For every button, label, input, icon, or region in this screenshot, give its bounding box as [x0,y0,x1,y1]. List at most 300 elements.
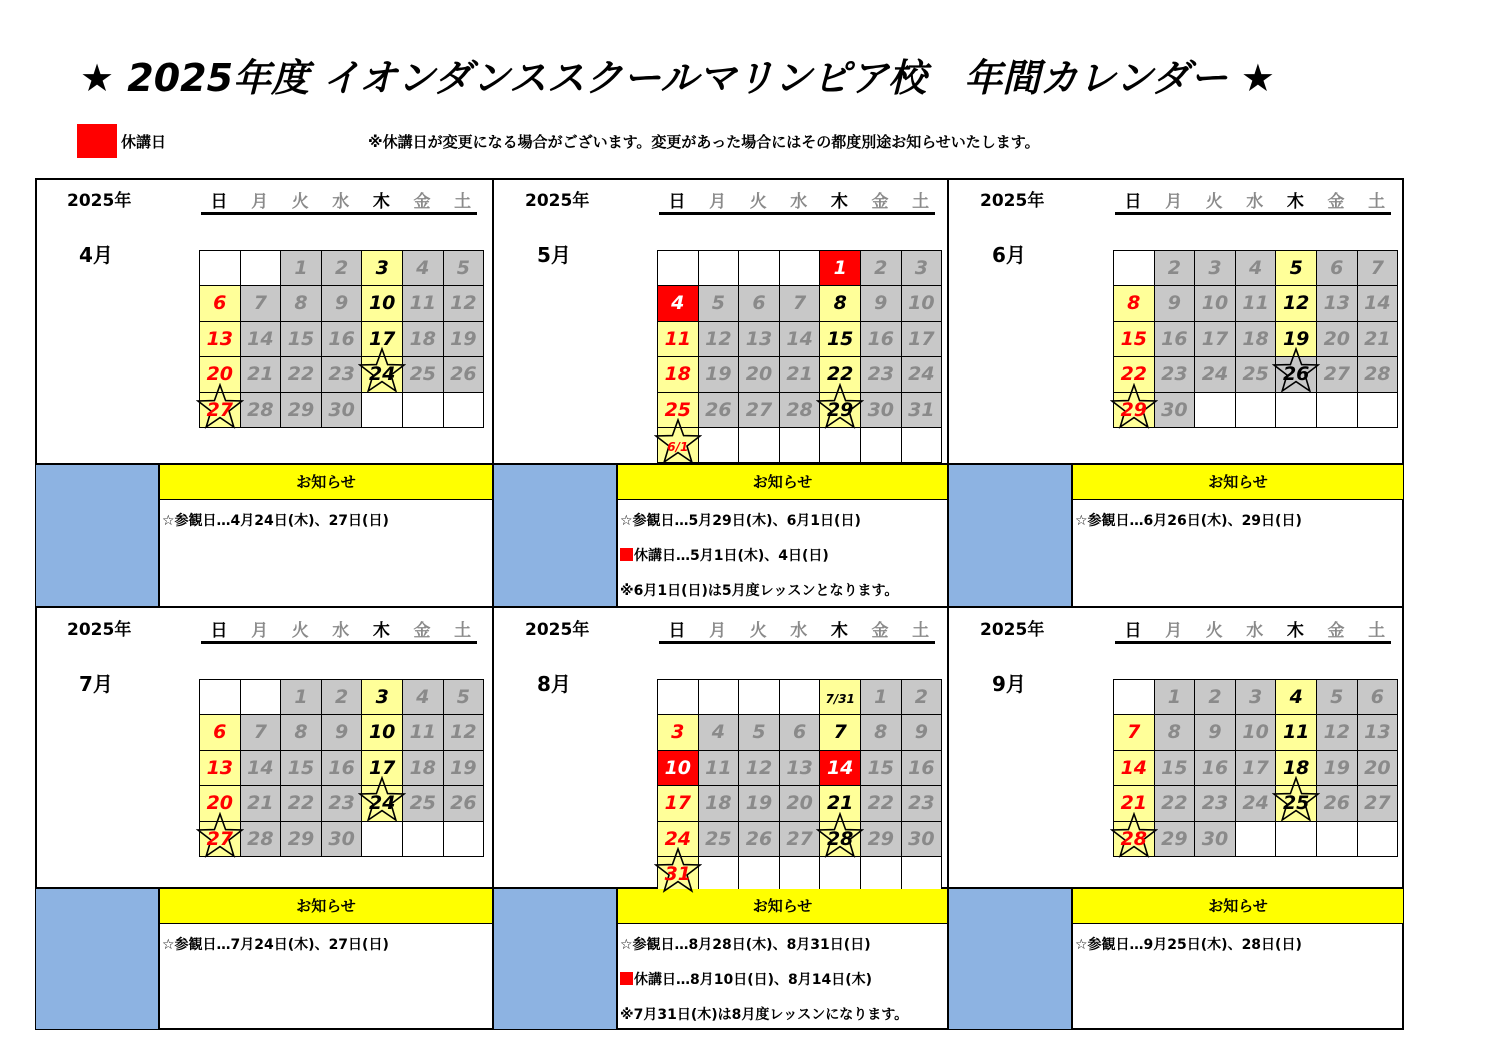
day-number: 16 [1201,756,1229,779]
calendar-day [901,356,943,392]
day-number: 15 [826,327,854,350]
day-number: 13 [1364,721,1391,744]
side-panel [36,889,158,1029]
calendar-day [199,750,241,786]
calendar-day [1357,321,1399,357]
day-number: 1 [833,257,847,279]
weekday-header: 月 [251,621,269,641]
calendar-day [779,392,821,428]
calendar-day [443,679,485,715]
day-number: 29 [1161,827,1188,850]
day-number: 30 [1201,827,1229,850]
calendar-day-empty [1113,250,1155,286]
holiday-marker-icon [620,548,633,561]
calendar-day [321,785,363,821]
day-number: 13 [1323,292,1351,315]
day-number: 11 [1242,292,1269,315]
weekday-header: 火 [291,192,309,212]
calendar-day-empty [738,856,780,892]
calendar-day-empty [1316,821,1358,857]
day-number: 11 [705,756,732,779]
day-number: 6 [1330,257,1344,279]
day-number: 22 [867,792,895,815]
calendar-day [1316,356,1358,392]
calendar-day-empty [1275,392,1317,428]
day-number: 20 [786,792,813,815]
day-number: 18 [1242,327,1269,350]
weekday-header: 水 [332,621,350,641]
day-number: 12 [1323,721,1351,744]
calendar-day [321,679,363,715]
info-text: ☆参観日…6月26日(木)、29日(日) [1075,513,1302,529]
calendar-day-empty [860,427,902,463]
calendar-day [860,321,902,357]
weekday-header: 水 [1246,192,1264,212]
calendar-day [321,321,363,357]
calendar-day [1154,250,1196,286]
day-number: 15 [867,756,895,779]
calendar-day-empty [240,679,282,715]
info-header: お知らせ [1073,889,1403,924]
calendar-day [280,356,322,392]
calendar-day [1235,250,1277,286]
calendar-day [698,356,740,392]
weekday-header: 火 [1205,621,1223,641]
calendar-day [1235,321,1277,357]
calendar-day-empty [779,856,821,892]
holiday-marker-icon [620,972,633,985]
calendar-day [738,821,780,857]
day-number: 18 [1282,756,1310,779]
day-number: 8 [833,292,847,315]
day-number: 21 [1364,327,1391,350]
calendar-day [240,785,282,821]
day-number: 27 [1364,792,1391,815]
day-number: 22 [1161,792,1188,815]
calendar-day-empty [361,392,403,428]
calendar-month: 5月 [537,243,571,267]
day-number: 30 [328,827,355,850]
weekday-header: 火 [291,621,309,641]
day-number: 23 [908,792,935,815]
calendar-day-empty [1357,821,1399,857]
day-number: 9 [1208,721,1222,744]
calendar-day [1235,356,1277,392]
day-number: 5 [711,292,725,315]
info-line [620,510,861,530]
calendar-day [402,785,444,821]
day-number: 26 [1282,363,1310,386]
weekday-header: 金 [871,621,889,641]
day-number: 27 [745,398,773,421]
calendar-day [819,285,861,321]
weekday-header: 土 [1368,192,1386,212]
calendar-day [1316,785,1358,821]
calendar-day [1316,679,1358,715]
calendar-day [698,285,740,321]
day-number: 16 [328,756,355,779]
weekday-underline [659,212,935,215]
side-panel [949,465,1071,606]
info-line [620,969,872,989]
day-number: 6 [752,292,766,315]
weekday-header: 水 [332,192,350,212]
day-number: 30 [1161,398,1188,421]
calendar-day [1154,785,1196,821]
day-number: 27 [206,398,234,421]
day-number: 17 [908,327,935,350]
change-notice: ※休講日が変更になる場合がございます。変更があった場合にはその都度別途お知らせいたします。 [368,133,1040,151]
calendar-day [779,714,821,750]
calendar-day-empty [860,856,902,892]
calendar-day-empty [698,250,740,286]
calendar-day [1194,750,1236,786]
calendar-day [1154,750,1196,786]
day-number: 13 [206,756,234,779]
day-number: 29 [287,398,315,421]
weekday-header: 金 [413,621,431,641]
day-number: 13 [745,327,773,350]
calendar-day [738,785,780,821]
day-number: 5 [456,686,470,708]
calendar-day [1316,321,1358,357]
day-number: 9 [334,292,349,315]
calendar-day [1113,392,1155,428]
info-line [620,934,871,954]
weekday-header: 月 [251,192,269,212]
day-number: 28 [1120,827,1148,850]
day-number: 7 [253,292,267,315]
calendar-day-empty [657,679,699,715]
day-number: 10 [908,292,935,315]
calendar-year: 2025年 [980,620,1045,640]
calendar-day [698,821,740,857]
side-panel [494,889,616,1029]
calendar-day [860,250,902,286]
weekday-underline [659,641,935,644]
calendar-day-empty [819,427,861,463]
info-text: ☆参観日…8月28日(木)、8月31日(日) [620,937,871,953]
weekday-header: 土 [454,621,472,641]
calendar-day [443,250,485,286]
day-number: 24 [664,827,692,850]
calendar-day [901,250,943,286]
calendar-day-empty [779,679,821,715]
calendar-day [779,821,821,857]
calendar-day [698,321,740,357]
day-number: 8 [294,292,308,315]
calendar-day [738,356,780,392]
info-header: お知らせ [160,465,492,500]
calendar-day [1194,250,1236,286]
weekday-header: 土 [454,192,472,212]
day-number: 22 [287,363,315,386]
day-number: 15 [287,327,315,350]
day-number: 24 [908,363,935,386]
day-number: 25 [1242,363,1269,386]
day-number: 4 [416,686,430,708]
day-number: 14 [247,756,274,779]
calendar-day [1113,821,1155,857]
calendar-day [240,356,282,392]
calendar-day [1235,750,1277,786]
calendar-day [657,321,699,357]
info-line [162,510,389,530]
legend-holiday-label: 休講日 [121,133,167,151]
day-number: 15 [287,756,315,779]
calendar-day-empty [443,392,485,428]
calendar-day [321,750,363,786]
weekday-header: 月 [1165,192,1183,212]
calendar-day [199,714,241,750]
day-number: 11 [409,721,437,744]
calendar-day [443,285,485,321]
day-number: 26 [450,792,477,815]
info-text: ☆参観日…9月25日(木)、28日(日) [1075,937,1302,953]
weekday-header: 土 [912,192,930,212]
info-text: ☆参観日…4月24日(木)、27日(日) [162,513,389,529]
calendar-day [199,321,241,357]
day-number: 24 [1242,792,1269,815]
day-number: 10 [368,292,396,315]
day-number: 18 [664,363,692,386]
calendar-day [1235,785,1277,821]
day-number: 22 [826,363,854,386]
day-number: 21 [247,792,274,815]
calendar-month: 7月 [79,672,113,696]
calendar-day [361,285,403,321]
calendar-day [1154,285,1196,321]
weekday-underline [1115,641,1391,644]
calendar-day [738,392,780,428]
calendar-day [240,285,282,321]
day-number: 20 [745,363,773,386]
page-title: ★ 2025年度 イオンダンススクールマリンピア校 年間カレンダー ★ [80,56,1275,100]
calendar-day [361,714,403,750]
day-number: 5 [456,257,470,279]
calendar-day-empty [698,427,740,463]
day-number: 25 [409,792,437,815]
calendar-day [819,750,861,786]
day-number: 1 [874,686,888,708]
day-number: 19 [1323,756,1351,779]
calendar-day [1194,679,1236,715]
calendar-day [738,285,780,321]
calendar-day [1154,321,1196,357]
day-number: 3 [375,686,389,708]
day-number: 30 [867,398,895,421]
weekday-header: 日 [668,621,686,641]
weekday-underline [201,212,477,215]
calendar-day [901,679,943,715]
calendar-day [402,679,444,715]
day-number: 13 [206,327,234,350]
day-number: 23 [1201,792,1229,815]
day-number: 11 [409,292,437,315]
day-number: 21 [826,792,854,815]
weekday-header: 水 [790,621,808,641]
weekday-underline [1115,212,1391,215]
calendar-day [860,785,902,821]
info-header: お知らせ [1073,465,1403,500]
calendar-day-empty [402,392,444,428]
calendar-day-empty [402,821,444,857]
day-number: 23 [867,363,895,386]
day-number: 29 [287,827,315,850]
calendar-day-empty [779,250,821,286]
calendar-day-empty [199,679,241,715]
info-text: ☆参観日…7月24日(木)、27日(日) [162,937,389,953]
info-line [162,934,389,954]
day-number: 22 [287,792,315,815]
calendar-day [860,356,902,392]
day-number: 6 [792,721,807,744]
calendar-day [698,392,740,428]
weekday-underline [201,641,477,644]
calendar-day [402,321,444,357]
legend-holiday-swatch [77,124,117,158]
weekday-header: 水 [790,192,808,212]
calendar-day [443,714,485,750]
calendar-day [1113,750,1155,786]
day-number: 1 [294,686,308,708]
day-number: 12 [1282,292,1310,315]
calendar-day [199,821,241,857]
calendar-day-empty [901,427,943,463]
day-number: 31 [664,863,692,885]
calendar-day [819,250,861,286]
weekday-header: 金 [1327,621,1345,641]
calendar-day [698,785,740,821]
day-number: 19 [450,756,477,779]
day-number: 25 [409,363,437,386]
day-number: 2 [334,686,349,708]
calendar-day [1275,356,1317,392]
info-header: お知らせ [618,465,947,500]
calendar-day [901,785,943,821]
day-number: 24 [1201,363,1229,386]
calendar-day [779,750,821,786]
info-line [1075,934,1302,954]
day-number: 14 [1364,292,1391,315]
calendar-day [1357,679,1399,715]
calendar-day [738,750,780,786]
calendar-day [901,750,943,786]
day-number: 6 [1370,686,1384,708]
day-number: 10 [1201,292,1229,315]
row-divider [35,606,1404,608]
calendar-day-empty [240,250,282,286]
calendar-day [361,356,403,392]
day-number: 30 [908,827,935,850]
calendar-year: 2025年 [980,191,1045,211]
day-number: 15 [1120,327,1148,350]
calendar-day [321,714,363,750]
calendar-day [280,785,322,821]
day-number: 17 [368,756,396,779]
calendar-day [779,285,821,321]
calendar-year: 2025年 [525,620,590,640]
calendar-month: 4月 [79,243,113,267]
calendar-day [1113,321,1155,357]
day-number: 10 [664,756,692,779]
calendar-day [657,356,699,392]
calendar-year: 2025年 [67,191,132,211]
day-number: 10 [1242,721,1269,744]
calendar-day [860,392,902,428]
day-number: 25 [1282,792,1310,815]
day-number: 23 [1161,363,1188,386]
day-number: 8 [1167,721,1181,744]
day-number: 16 [328,327,355,350]
calendar-day [1275,679,1317,715]
day-number: 18 [409,756,437,779]
calendar-day [402,285,444,321]
calendar-day [657,285,699,321]
day-number: 26 [450,363,477,386]
day-number: 21 [786,363,813,386]
calendar-day [738,321,780,357]
day-number: 24 [368,363,396,386]
calendar-day-empty [1194,392,1236,428]
day-number: 3 [1208,257,1222,279]
day-number: 17 [664,792,692,815]
day-number: 2 [1208,686,1222,708]
calendar-day [240,392,282,428]
day-number: 17 [1201,327,1229,350]
day-number: 31 [908,398,935,421]
weekday-header: 金 [1327,192,1345,212]
calendar-day [1357,285,1399,321]
weekday-header: 木 [372,192,390,212]
day-number: 12 [450,721,477,744]
day-number: 26 [745,827,773,850]
calendar-day [280,714,322,750]
side-panel [494,465,616,606]
calendar-day [1357,714,1399,750]
calendar-day-empty [901,856,943,892]
calendar-day [657,856,699,892]
day-number: 19 [1282,327,1310,350]
day-number: 4 [1248,257,1263,279]
calendar-day [819,714,861,750]
day-number: 21 [247,363,274,386]
day-number: 4 [671,292,685,315]
calendar-day-empty [443,821,485,857]
day-number: 20 [206,792,234,815]
day-number: 29 [867,827,895,850]
weekday-header: 金 [413,192,431,212]
info-text: ※7月31日(木)は8月度レッスンになります。 [620,1007,909,1023]
day-number: 12 [450,292,477,315]
calendar-day [657,714,699,750]
calendar-day [1154,821,1196,857]
day-number: 1 [294,257,308,279]
day-number: 2 [874,257,888,279]
calendar-day [280,250,322,286]
calendar-day [657,427,699,463]
weekday-header: 日 [1124,621,1142,641]
calendar-day [1357,356,1399,392]
day-number: 9 [334,721,349,744]
weekday-header: 火 [749,192,767,212]
calendar-day [1194,821,1236,857]
calendar-day [1316,714,1358,750]
weekday-header: 木 [830,192,848,212]
day-number: 2 [1167,257,1181,279]
calendar-day [280,679,322,715]
calendar-day [738,714,780,750]
